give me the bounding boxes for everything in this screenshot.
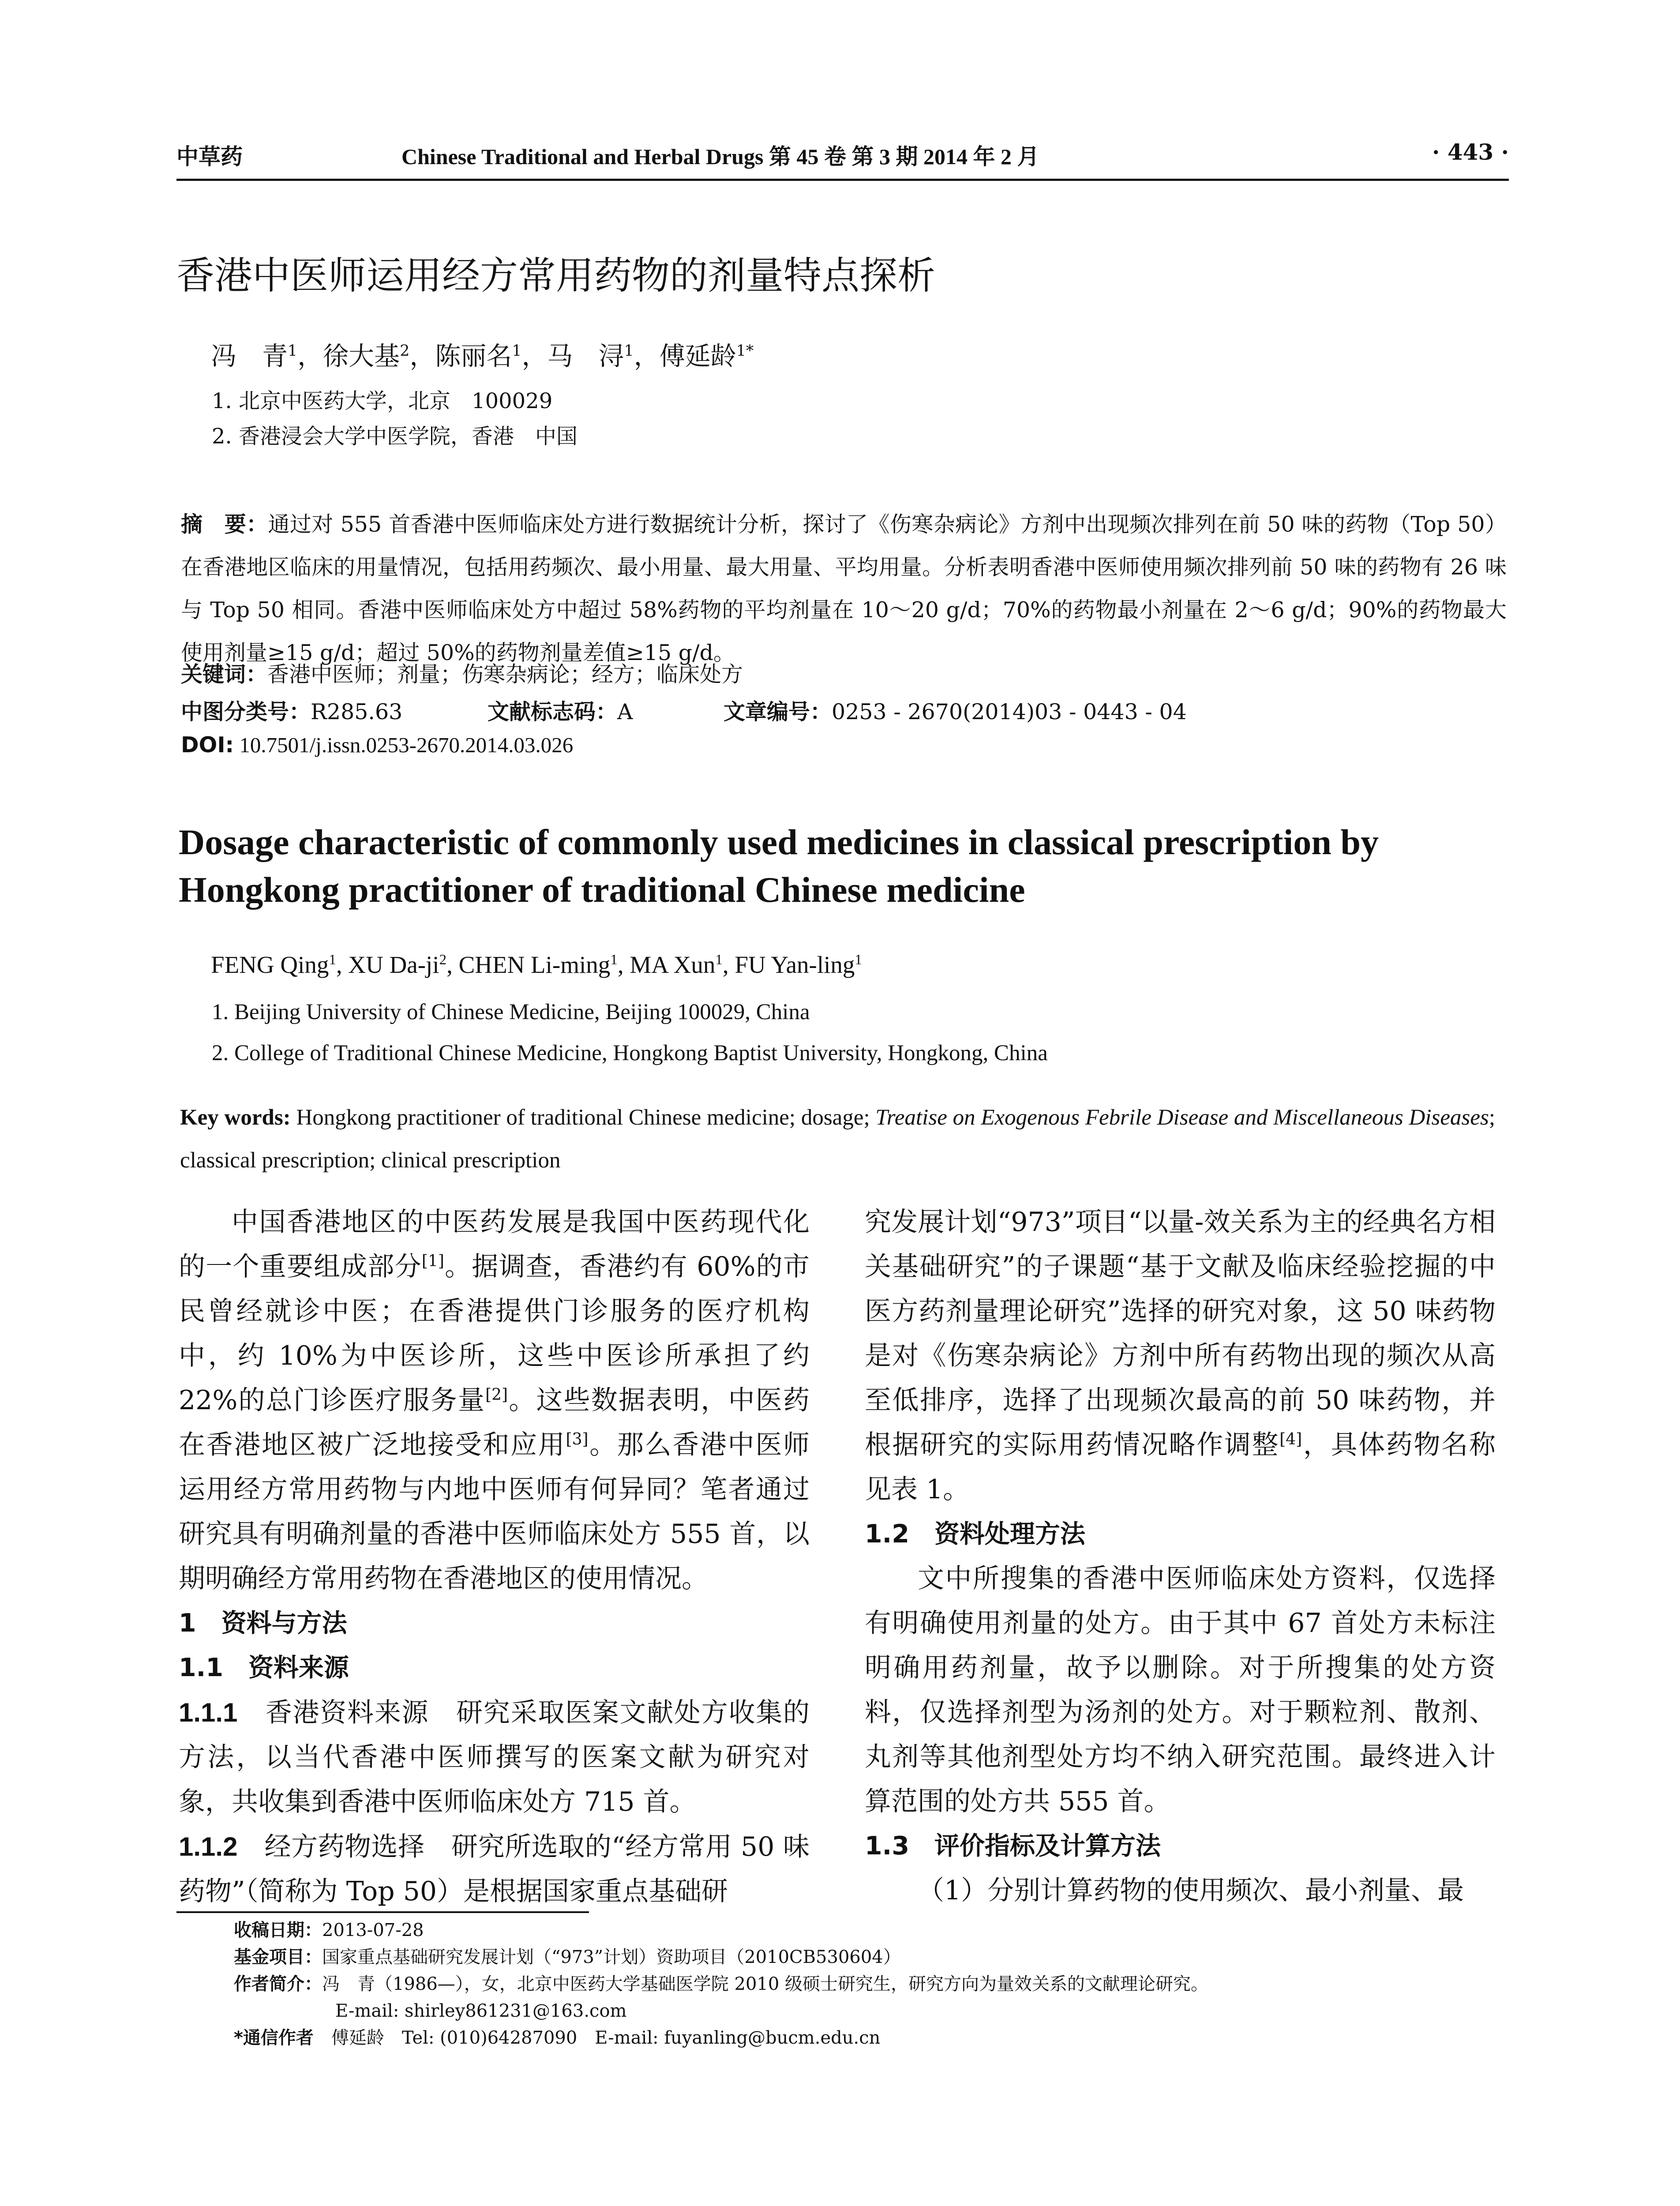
ref-2[interactable]: [2] <box>485 1386 508 1404</box>
en-author: FENG Qing <box>211 951 329 978</box>
en-authors: FENG Qing$^1$, XU $Da-ji^2$, CHEN Li-ming$^1$, MA Xun$^1$, FU Yan-ling$^1$ <box>211 951 862 978</box>
author-mark: 1 <box>855 952 862 968</box>
author-mark: 1 <box>329 952 336 968</box>
author-mark: 2 <box>439 952 447 968</box>
cn-author: 马 浔 <box>547 341 624 371</box>
cn-author: 傅延龄 <box>659 341 736 371</box>
cn-doi <box>181 732 573 758</box>
col2-text-a: 究发展计划“973”项目“以量-效关系为主的经典名方相关基础研究”的子课题“基于文献及临床经验挖掘的中医方药剂量理论研究”选择的研究对象，这 50 味药物是对《伤寒杂病论》方剂中所有药物出现的频次从高至低排序，选择了出现频次最高的前 50 味药物，并根据研究的实际用药情况略作调整 <box>865 1207 1496 1460</box>
section-1-1-2-text: 经方药物选择 研究所选取的“经方常用 50 味药物”（简称为 Top 50）是根据国家重点基础研 <box>179 1831 810 1907</box>
ref-1[interactable]: [1] <box>421 1252 444 1270</box>
author-mark: 1 <box>715 952 723 968</box>
fund-value: 国家重点基础研究发展计划（“973”计划）资助项目（2010CB530604） <box>322 1947 901 1967</box>
abstract-text: 通过对 555 首香港中医师临床处方进行数据统计分析，探讨了《伤寒杂病论》方剂中出现频次排列在前 50 味的药物（Top 50）在香港地区临床的用量情况，包括用药频次、最小用量、最大用量、平均用量。分析表明香港中医师使用频次排列前 50 味的药物有 26 味与 Top 50 相同。香港中医师临床处方中超过 58%药物的平均剂量在 10～20 g/d；70%的药物最小剂量在 2～6 g/d；90%的药物最大使用剂量≥15 g/d；超过 50%的药物剂量差值≥15 g/d。 <box>181 512 1507 665</box>
en-keywords-b: ; classical prescription; clinical prescription <box>180 1105 1496 1173</box>
footnotes <box>234 1917 1208 2052</box>
cn-author: 徐大基 <box>323 341 400 371</box>
author-mark: 1* <box>736 342 754 360</box>
section-1-3-text: （1）分别计算药物的使用频次、最小剂量、最 <box>918 1875 1464 1906</box>
ref-3[interactable]: [3] <box>566 1430 589 1448</box>
intro-paragraph <box>179 1200 810 1601</box>
intro-text-b: 。据调查，香港约有 60%的市民曾经就诊中医；在香港提供门诊服务的医疗机构中，约 10%为中医诊所，这些中医诊所承担了约 22%的总门诊医疗服务量 <box>179 1251 810 1416</box>
section-1-1-1-text: 香港资料来源 研究采取医案文献处方收集的方法，以当代香港中医师撰写的医案文献为研究对象，共收集到香港中医师临床处方 715 首。 <box>179 1697 810 1817</box>
footnote-fund <box>234 1944 1208 1971</box>
col2-text-b: ，具体药物名称见表 1。 <box>865 1429 1496 1505</box>
clc-label: 中图分类号： <box>181 699 311 724</box>
footnote-received <box>234 1917 1208 1944</box>
article-no-value: 0253 - 2670(2014)03 - 0443 - 04 <box>832 699 1187 724</box>
section-1-1-2 <box>179 1824 810 1914</box>
cn-authors: 冯 青$^1$，徐大基$^2$，陈丽名$^1$，马 浔$^1$，傅延龄$^{1*}$ <box>211 341 754 371</box>
cn-author: 冯 青 <box>211 341 288 371</box>
en-keywords-a: Hongkong practitioner of traditional Chinese medicine; dosage; <box>290 1105 876 1130</box>
section-1-1-2-num: 1.1.2 <box>179 1832 238 1861</box>
doi-label: DOI: <box>181 732 234 758</box>
section-1-2-heading: 1.2 资料处理方法 <box>865 1519 1085 1549</box>
keywords-text: 香港中医师；剂量；伤寒杂病论；经方；临床处方 <box>267 662 743 687</box>
section-1-1-2-continued <box>865 1200 1496 1512</box>
corr-label: *通信作者 <box>234 2028 314 2048</box>
author-mark: 1 <box>288 342 298 360</box>
en-title: Dosage characteristic of commonly used medicines in classical prescription by Hongkong practitioner of traditional Chinese medicine <box>179 822 1379 910</box>
section-1-1-1-num: 1.1.1 <box>179 1698 238 1727</box>
footnote-corresponding <box>234 2025 1208 2052</box>
clc-value: R285.63 <box>311 699 403 724</box>
en-author: FU Yan-ling <box>735 951 855 978</box>
intro-text-a: 中国香港地区的中医药发展是我国中医药现代化的一个重要组成部分 <box>179 1207 810 1282</box>
cn-affiliation-1: 1. 北京中医药大学，北京 100029 <box>212 389 553 413</box>
en-keywords-label: Key words: <box>180 1105 291 1130</box>
cn-title: 香港中医师运用经方常用药物的剂量特点探析 <box>176 254 935 298</box>
abstract-label: 摘 要： <box>181 512 268 537</box>
body-right-column <box>865 1200 1496 1913</box>
section-1-1-1 <box>179 1690 810 1824</box>
journal-header <box>176 139 1509 174</box>
page-number: · 443 · <box>1432 139 1509 165</box>
cn-clc <box>181 695 402 726</box>
en-keywords <box>180 1096 1508 1182</box>
section-1-1-heading: 1.1 资料来源 <box>179 1653 349 1682</box>
cn-affiliation-2: 2. 香港浸会大学中医学院，香港 中国 <box>212 424 578 449</box>
article-no-label: 文章编号： <box>724 699 832 724</box>
intro-text-d: 。那么香港中医师运用经方常用药物与内地中医师有何异同？笔者通过研究具有明确剂量的香港中医师临床处方 555 首，以期明确经方常用药物在香港地区的使用情况。 <box>179 1429 810 1594</box>
author-mark: 2 <box>400 342 410 360</box>
journal-info: Chinese Traditional and Herbal Drugs 第 45 卷 第 3 期 2014 年 2 月 <box>401 144 1039 169</box>
en-affiliation-1: 1. Beijing University of Chinese Medicine, Beijing 100029, China <box>212 1000 810 1024</box>
en-author: MA Xun <box>630 951 716 978</box>
received-label: 收稿日期： <box>234 1920 322 1940</box>
en-author: XU Da-ji <box>348 951 439 978</box>
author-value: 冯 青（1986—），女，北京中医药大学基础医学院 2010 级硕士研究生，研究方向为量效关系的文献理论研究。 <box>322 1974 1209 1994</box>
header-rule <box>176 179 1509 181</box>
received-value: 2013-07-28 <box>322 1920 424 1940</box>
journal-name-cn: 中草药 <box>176 143 243 169</box>
doc-code-label: 文献标志码： <box>488 699 618 724</box>
footnote-author-email[interactable]: E-mail: shirley861231@163.com <box>335 2001 627 2021</box>
en-author: CHEN Li-ming <box>458 951 611 978</box>
cn-article-no <box>724 695 1187 726</box>
cn-doc-code <box>488 695 633 726</box>
section-1-heading: 1 资料与方法 <box>179 1609 347 1638</box>
body-left-column <box>179 1200 810 1914</box>
doi-value: 10.7501/j.issn.0253-2670.2014.03.026 <box>234 733 574 757</box>
en-keywords-italic: Treatise on Exogenous Febrile Disease and Miscellaneous Diseases <box>875 1105 1489 1130</box>
ref-4[interactable]: [4] <box>1279 1430 1302 1448</box>
section-1-3-heading: 1.3 评价指标及计算方法 <box>865 1831 1161 1861</box>
author-label: 作者简介： <box>234 1974 322 1994</box>
corr-value: 傅延龄 Tel: (010)64287090 E-mail: fuyanling@bucm.edu.cn <box>313 2028 881 2048</box>
en-affiliation-2: 2. College of Traditional Chinese Medicine, Hongkong Baptist University, Hongkong, China <box>212 1041 1048 1065</box>
author-mark: 1 <box>512 342 522 360</box>
author-mark: 1 <box>610 952 618 968</box>
footnote-rule <box>176 1911 589 1913</box>
footnote-author <box>234 1971 1208 1998</box>
cn-keywords <box>181 657 743 688</box>
fund-label: 基金项目： <box>234 1947 322 1967</box>
cn-author: 陈丽名 <box>435 341 512 371</box>
doc-code-value: A <box>617 699 633 724</box>
intro-text-c: 。这些数据表明，中医药在香港地区被广泛地接受和应用 <box>179 1385 810 1460</box>
keywords-label: 关键词： <box>181 662 268 687</box>
cn-abstract <box>181 503 1507 674</box>
section-1-2-text: 文中所搜集的香港中医师临床处方资料，仅选择有明确使用剂量的处方。由于其中 67 首处方未标注明确用药剂量，故予以删除。对于所搜集的处方资料，仅选择剂型为汤剂的处方。对于颗粒剂、散剂、丸剂等其他剂型处方均不纳入研究范围。最终进入计算范围的处方共 555 首。 <box>865 1563 1496 1817</box>
author-mark: 1 <box>624 342 634 360</box>
